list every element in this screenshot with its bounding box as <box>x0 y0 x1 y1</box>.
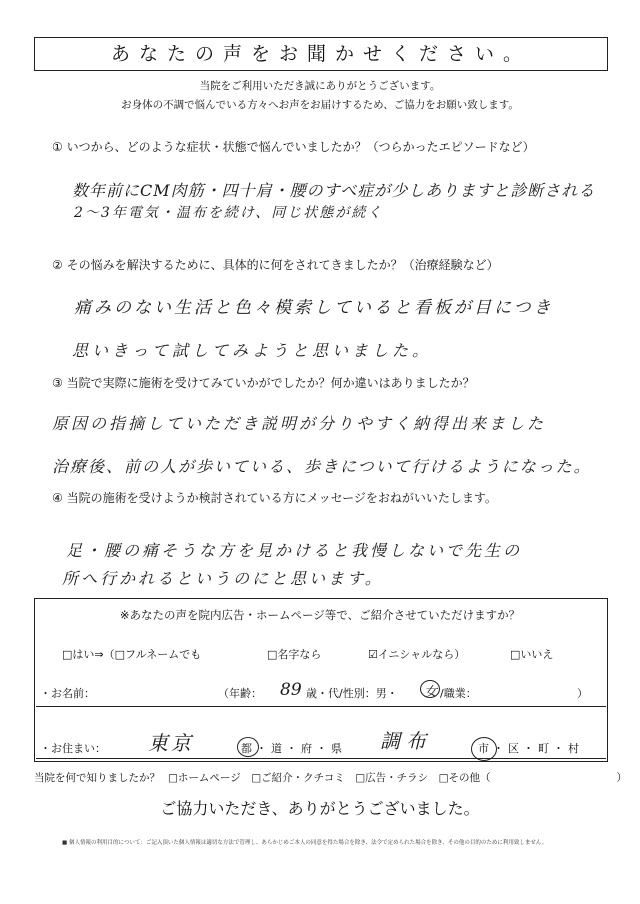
answer-1-line-2: 2～3年電気・温布を続け、同じ状態が続く <box>74 205 384 221</box>
answer-3-line-2: 治療後、前の人が歩いている、歩きについて行けるようになった。 <box>52 457 592 476</box>
thanks-message: ご協力いただき、ありがとうございました。 <box>160 799 480 818</box>
question-1: ① いつから、どのような症状・状態で悩んでいましたか？（つらかったエピソードなど） <box>52 140 535 154</box>
question-4: ④ 当院の施術を受けようか検討されている方にメッセージをおねがいいたします。 <box>52 491 497 505</box>
answer-4-line-1: 足・腰の痛そうな方を見かけると我慢しないで先生の <box>66 541 523 560</box>
answer-3-line-1: 原因の指摘していただき説明が分りやすく納得出来ました <box>52 414 547 433</box>
prefecture-options: 都・道・府・県 <box>241 742 346 755</box>
job-label: /職業： <box>440 687 477 700</box>
source-options[interactable]: □ホームページ □ご紹介・クチコミ □広告・チラシ □その他（ ） <box>168 772 628 784</box>
consent-option-surname[interactable]: □名字なら <box>267 648 322 661</box>
intro-line-1: 当院をご利用いただき誠にありがとうございます。 <box>199 80 441 92</box>
address-underline <box>36 758 606 759</box>
intro-line-2: お身体の不調で悩んでいる方々へお声をお届けするため、ご協力をお願い致します。 <box>121 99 519 111</box>
question-3: ③ 当院で実際に施術を受けてみていかがでしたか？何か違いはありましたか？ <box>52 376 475 390</box>
age-suffix: 歳・代/性別：男・ <box>306 687 398 700</box>
age-prefix: （年齢： <box>218 687 262 700</box>
page-title: あなたの声をお聞かせください。 <box>110 43 531 65</box>
address-label: ・お住まい： <box>40 742 106 755</box>
privacy-fine-print: ■ 個人情報の利用目的について：ご記入頂いた個人情報は適切な方法で管理し、あらかじめご本人の同意を得た場合を除き、法令で定められた場合を除き、その他の目的のために利用致しません。 <box>62 840 548 846</box>
city-options: 市・区・町・村 <box>478 742 583 755</box>
consent-option-no[interactable]: □いいえ <box>510 648 554 661</box>
name-label: ・お名前： <box>40 687 95 700</box>
answer-2-line-2: 思いきって試してみようと思いました。 <box>72 341 433 360</box>
consent-question: ※あなたの声を院内広告・ホームページ等で、ご紹介させていただけますか？ <box>119 608 521 622</box>
answer-2-line-1: 痛みのない生活と色々模索していると看板が目につき <box>74 298 554 318</box>
age-value[interactable]: 89 <box>280 680 302 700</box>
answer-4-line-2: 所へ行かれるというのにと思います。 <box>62 569 384 588</box>
gender-circle <box>420 680 440 698</box>
consent-option-initials[interactable]: ☑イニシャルなら） <box>368 648 466 661</box>
question-2: ② その悩みを解決するために、具体的に何をされてきましたか？（治療経験など） <box>52 258 499 272</box>
consent-option-yes[interactable]: □はい⇒（□フルネームでも <box>62 648 202 661</box>
prefecture-value[interactable]: 東京 <box>148 731 194 755</box>
city-value[interactable]: 調布 <box>380 729 432 753</box>
source-label: 当院を何で知りましたか？ <box>34 772 160 784</box>
name-underline <box>36 706 606 707</box>
gender-value[interactable]: 女 <box>424 685 438 700</box>
name-row-close: ） <box>577 687 588 700</box>
answer-1-line-1: 数年前にCM肉筋・四十肩・腰のすべ症が少しありますと診断される <box>72 181 596 200</box>
